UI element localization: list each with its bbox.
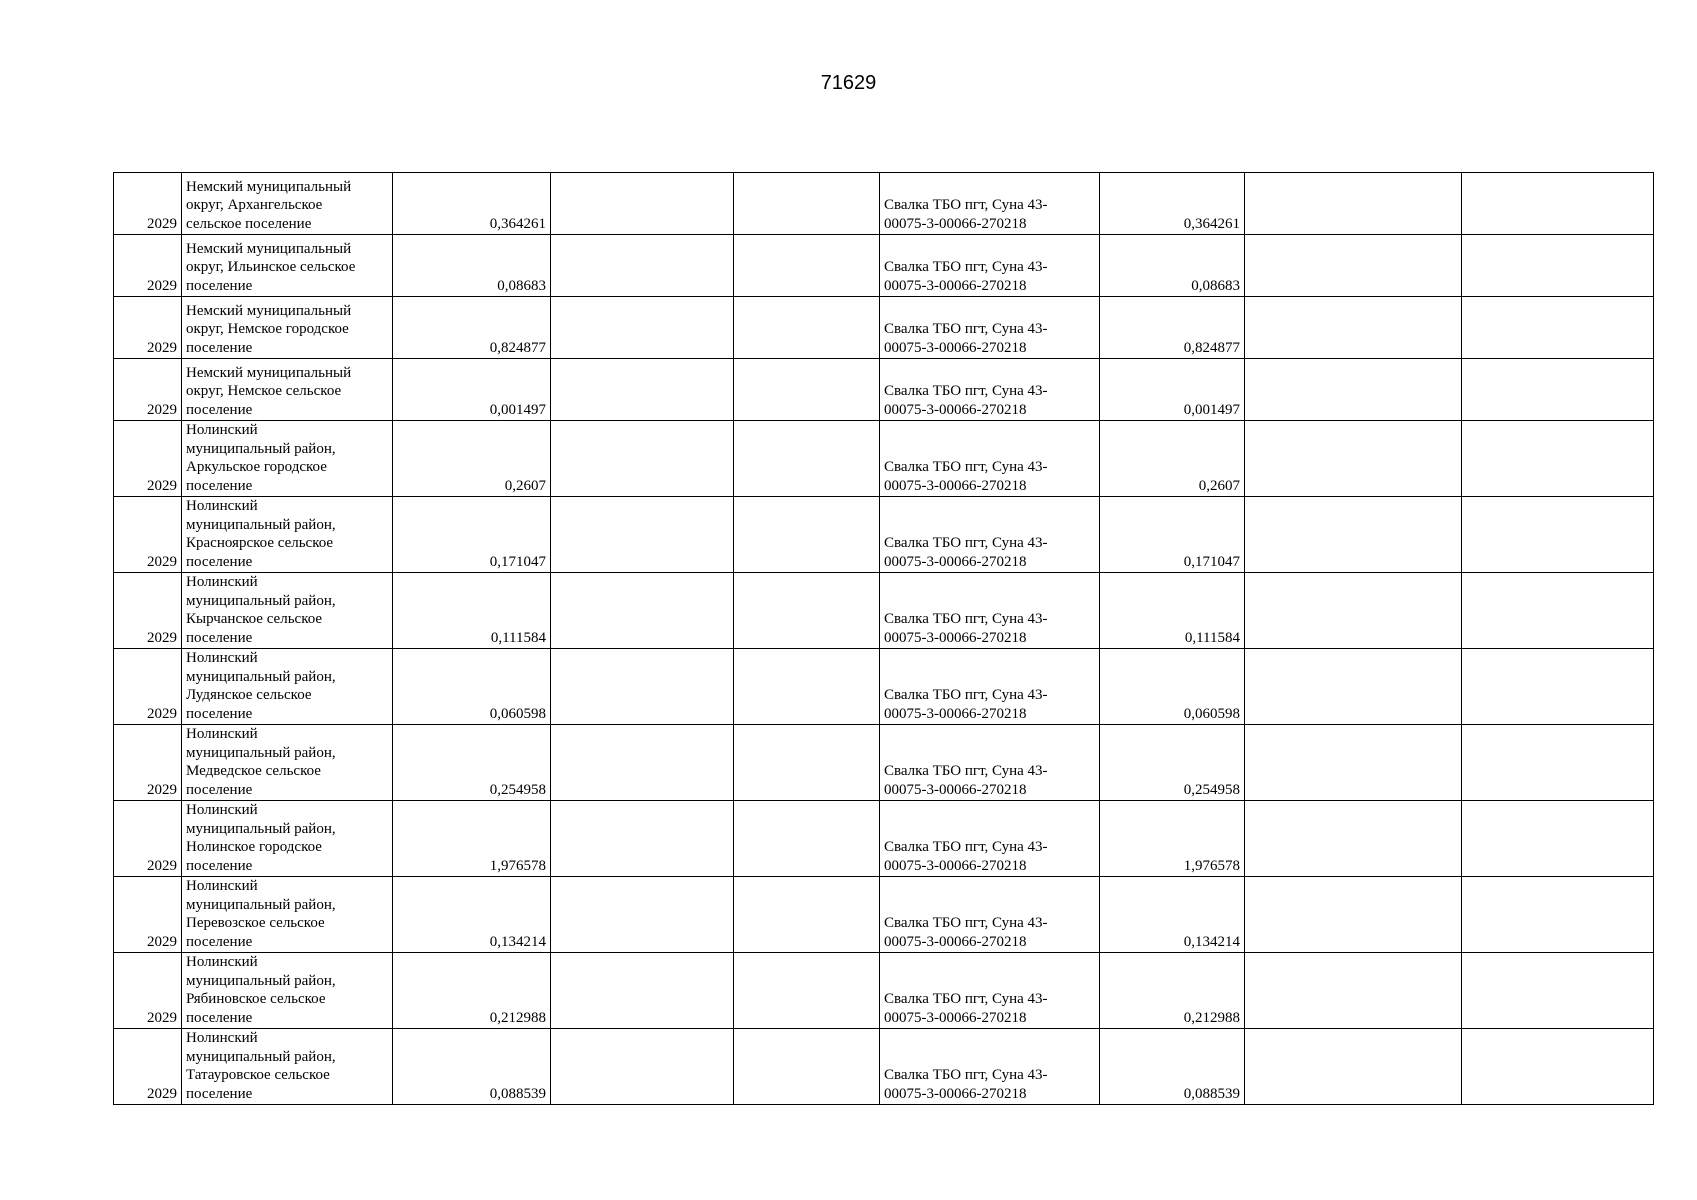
empty-cell	[1245, 297, 1462, 359]
table-body	[114, 173, 1654, 1105]
municipality-name-line: Нолинский	[186, 498, 258, 514]
municipality-name-line: поселение	[186, 781, 253, 798]
municipality-name-line: Нолинский	[186, 422, 258, 438]
year-cell: 2029	[114, 1029, 182, 1105]
table-row	[114, 421, 1654, 497]
empty-cell	[551, 877, 734, 953]
municipality-cell	[182, 953, 393, 1029]
year-cell: 2029	[114, 801, 182, 877]
year-cell: 2029	[114, 953, 182, 1029]
volume-cell: 0,254958	[393, 725, 551, 801]
empty-cell	[1245, 953, 1462, 1029]
empty-cell	[734, 953, 880, 1029]
facility-cell	[880, 877, 1100, 953]
empty-cell	[551, 573, 734, 649]
empty-cell	[1245, 421, 1462, 497]
municipality-name-line: округ, Архангельское	[186, 197, 323, 213]
facility-volume-cell: 0,08683	[1100, 235, 1245, 297]
municipality-name-line: Медведское сельское	[186, 763, 321, 779]
year-cell: 2029	[114, 497, 182, 573]
facility-name-line: 00075-3-00066-270218	[884, 339, 1027, 356]
empty-cell	[1462, 173, 1654, 235]
facility-volume-cell: 0,254958	[1100, 725, 1245, 801]
municipality-name-line: Нолинский	[186, 726, 258, 742]
municipality-name-line: округ, Ильинское сельское	[186, 259, 356, 275]
municipality-name-line: Рябиновское сельское	[186, 991, 326, 1007]
municipality-cell	[182, 801, 393, 877]
facility-name-line: Свалка ТБО пгт, Суна 43-	[884, 259, 1048, 275]
municipality-name-line: Нолинское городское	[186, 839, 322, 855]
municipality-cell	[182, 497, 393, 573]
volume-cell: 1,976578	[393, 801, 551, 877]
facility-name-line: Свалка ТБО пгт, Суна 43-	[884, 915, 1048, 931]
volume-cell: 0,212988	[393, 953, 551, 1029]
facility-name-line: 00075-3-00066-270218	[884, 705, 1027, 722]
municipality-name-line: Немский муниципальный	[186, 302, 352, 319]
empty-cell	[1462, 1029, 1654, 1105]
empty-cell	[734, 649, 880, 725]
municipality-name-line: Лудянское сельское	[186, 687, 312, 703]
facility-name-line: 00075-3-00066-270218	[884, 215, 1027, 232]
empty-cell	[1462, 421, 1654, 497]
empty-cell	[551, 497, 734, 573]
empty-cell	[551, 1029, 734, 1105]
empty-cell	[1462, 801, 1654, 877]
municipality-name-line: Нолинский	[186, 1030, 258, 1046]
year-cell: 2029	[114, 359, 182, 421]
empty-cell	[734, 173, 880, 235]
municipality-name-line: поселение	[186, 553, 253, 570]
volume-cell: 0,060598	[393, 649, 551, 725]
municipality-cell	[182, 573, 393, 649]
municipality-cell	[182, 359, 393, 421]
municipality-name-line: муниципальный район,	[186, 592, 336, 609]
empty-cell	[551, 297, 734, 359]
table-row	[114, 173, 1654, 235]
facility-volume-cell: 0,060598	[1100, 649, 1245, 725]
facility-cell	[880, 1029, 1100, 1105]
municipality-name-line: Кырчанское сельское	[186, 611, 323, 627]
facility-volume-cell: 0,134214	[1100, 877, 1245, 953]
municipality-name-line: поселение	[186, 1085, 253, 1102]
empty-cell	[1245, 235, 1462, 297]
empty-cell	[1462, 235, 1654, 297]
empty-cell	[734, 1029, 880, 1105]
year-cell: 2029	[114, 573, 182, 649]
municipality-cell	[182, 235, 393, 297]
facility-cell	[880, 173, 1100, 235]
empty-cell	[1462, 649, 1654, 725]
volume-cell: 0,08683	[393, 235, 551, 297]
empty-cell	[551, 953, 734, 1029]
volume-cell: 0,364261	[393, 173, 551, 235]
table-row	[114, 235, 1654, 297]
data-table	[113, 172, 1654, 1105]
municipality-name-line: Нолинский	[186, 650, 258, 666]
municipality-name-line: поселение	[186, 401, 253, 418]
empty-cell	[734, 497, 880, 573]
empty-cell	[551, 649, 734, 725]
facility-cell	[880, 297, 1100, 359]
facility-name-line: Свалка ТБО пгт, Суна 43-	[884, 1067, 1048, 1083]
facility-cell	[880, 235, 1100, 297]
year-cell: 2029	[114, 877, 182, 953]
year-cell: 2029	[114, 173, 182, 235]
facility-name-line: Свалка ТБО пгт, Суна 43-	[884, 535, 1048, 551]
empty-cell	[1245, 1029, 1462, 1105]
empty-cell	[734, 573, 880, 649]
municipality-name-line: поселение	[186, 477, 253, 494]
empty-cell	[1462, 953, 1654, 1029]
empty-cell	[1462, 359, 1654, 421]
empty-cell	[1245, 801, 1462, 877]
municipality-cell	[182, 1029, 393, 1105]
municipality-name-line: муниципальный район,	[186, 668, 336, 685]
facility-name-line: 00075-3-00066-270218	[884, 629, 1027, 646]
municipality-name-line: поселение	[186, 1009, 253, 1026]
municipality-cell	[182, 421, 393, 497]
municipality-name-line: муниципальный район,	[186, 744, 336, 761]
empty-cell	[1462, 497, 1654, 573]
volume-cell: 0,134214	[393, 877, 551, 953]
facility-name-line: 00075-3-00066-270218	[884, 781, 1027, 798]
facility-volume-cell: 0,2607	[1100, 421, 1245, 497]
facility-name-line: 00075-3-00066-270218	[884, 857, 1027, 874]
municipality-name-line: поселение	[186, 629, 253, 646]
facility-name-line: 00075-3-00066-270218	[884, 401, 1027, 418]
municipality-name-line: Красноярское сельское	[186, 535, 334, 551]
empty-cell	[1245, 497, 1462, 573]
empty-cell	[1462, 877, 1654, 953]
municipality-name-line: муниципальный район,	[186, 440, 336, 457]
empty-cell	[734, 359, 880, 421]
facility-name-line: 00075-3-00066-270218	[884, 1085, 1027, 1102]
facility-name-line: 00075-3-00066-270218	[884, 1009, 1027, 1026]
year-cell: 2029	[114, 649, 182, 725]
facility-name-line: 00075-3-00066-270218	[884, 553, 1027, 570]
municipality-cell	[182, 725, 393, 801]
empty-cell	[1245, 573, 1462, 649]
table-row	[114, 297, 1654, 359]
municipality-name-line: муниципальный район,	[186, 972, 336, 989]
municipality-cell	[182, 297, 393, 359]
table-row	[114, 359, 1654, 421]
table-row	[114, 801, 1654, 877]
municipality-name-line: Немский муниципальный	[186, 240, 352, 257]
facility-name-line: Свалка ТБО пгт, Суна 43-	[884, 611, 1048, 627]
empty-cell	[734, 725, 880, 801]
empty-cell	[1245, 649, 1462, 725]
municipality-name-line: поселение	[186, 933, 253, 950]
facility-volume-cell: 0,001497	[1100, 359, 1245, 421]
municipality-name-line: Перевозское сельское	[186, 915, 325, 931]
volume-cell: 0,2607	[393, 421, 551, 497]
municipality-name-line: муниципальный район,	[186, 516, 336, 533]
empty-cell	[734, 235, 880, 297]
municipality-name-line: сельское поселение	[186, 215, 312, 232]
empty-cell	[1462, 573, 1654, 649]
table-row	[114, 725, 1654, 801]
facility-volume-cell: 0,171047	[1100, 497, 1245, 573]
volume-cell: 0,088539	[393, 1029, 551, 1105]
municipality-name-line: Немский муниципальный	[186, 364, 352, 381]
facility-cell	[880, 573, 1100, 649]
empty-cell	[1245, 725, 1462, 801]
facility-cell	[880, 953, 1100, 1029]
empty-cell	[551, 421, 734, 497]
municipality-name-line: округ, Немское сельское	[186, 383, 342, 399]
year-cell: 2029	[114, 725, 182, 801]
facility-name-line: Свалка ТБО пгт, Суна 43-	[884, 687, 1048, 703]
table-row	[114, 1029, 1654, 1105]
facility-cell	[880, 497, 1100, 573]
table-row	[114, 497, 1654, 573]
empty-cell	[551, 725, 734, 801]
municipality-name-line: поселение	[186, 705, 253, 722]
facility-name-line: 00075-3-00066-270218	[884, 477, 1027, 494]
facility-name-line: Свалка ТБО пгт, Суна 43-	[884, 321, 1048, 337]
facility-volume-cell: 0,824877	[1100, 297, 1245, 359]
facility-name-line: Свалка ТБО пгт, Суна 43-	[884, 197, 1048, 213]
municipality-name-line: Татауровское сельское	[186, 1067, 330, 1083]
municipality-name-line: поселение	[186, 857, 253, 874]
facility-name-line: 00075-3-00066-270218	[884, 277, 1027, 294]
empty-cell	[734, 877, 880, 953]
empty-cell	[551, 359, 734, 421]
municipality-cell	[182, 877, 393, 953]
facility-name-line: Свалка ТБО пгт, Суна 43-	[884, 459, 1048, 475]
empty-cell	[1245, 359, 1462, 421]
empty-cell	[551, 801, 734, 877]
municipality-name-line: Немский муниципальный	[186, 178, 352, 195]
facility-cell	[880, 725, 1100, 801]
table-row	[114, 953, 1654, 1029]
facility-cell	[880, 801, 1100, 877]
municipality-name-line: муниципальный район,	[186, 820, 336, 837]
facility-name-line: Свалка ТБО пгт, Суна 43-	[884, 991, 1048, 1007]
facility-cell	[880, 421, 1100, 497]
facility-cell	[880, 359, 1100, 421]
municipality-name-line: Нолинский	[186, 802, 258, 818]
municipality-name-line: Нолинский	[186, 954, 258, 970]
page-number: 71629	[820, 72, 877, 94]
volume-cell: 0,111584	[393, 573, 551, 649]
table-row	[114, 573, 1654, 649]
volume-cell: 0,824877	[393, 297, 551, 359]
empty-cell	[551, 235, 734, 297]
municipality-name-line: Аркульское городское	[186, 459, 327, 475]
municipality-cell	[182, 173, 393, 235]
empty-cell	[1245, 173, 1462, 235]
facility-name-line: 00075-3-00066-270218	[884, 933, 1027, 950]
facility-volume-cell: 0,212988	[1100, 953, 1245, 1029]
facility-volume-cell: 0,088539	[1100, 1029, 1245, 1105]
year-cell: 2029	[114, 297, 182, 359]
municipality-name-line: поселение	[186, 339, 253, 356]
facility-name-line: Свалка ТБО пгт, Суна 43-	[884, 383, 1048, 399]
facility-volume-cell: 1,976578	[1100, 801, 1245, 877]
municipality-name-line: муниципальный район,	[186, 1048, 336, 1065]
facility-name-line: Свалка ТБО пгт, Суна 43-	[884, 839, 1048, 855]
empty-cell	[734, 421, 880, 497]
table-row	[114, 877, 1654, 953]
empty-cell	[1462, 725, 1654, 801]
empty-cell	[1245, 877, 1462, 953]
municipality-name-line: муниципальный район,	[186, 896, 336, 913]
year-cell: 2029	[114, 421, 182, 497]
volume-cell: 0,001497	[393, 359, 551, 421]
facility-volume-cell: 0,111584	[1100, 573, 1245, 649]
year-cell: 2029	[114, 235, 182, 297]
facility-name-line: Свалка ТБО пгт, Суна 43-	[884, 763, 1048, 779]
municipality-name-line: округ, Немское городское	[186, 321, 349, 337]
volume-cell: 0,171047	[393, 497, 551, 573]
facility-volume-cell: 0,364261	[1100, 173, 1245, 235]
table-row	[114, 649, 1654, 725]
empty-cell	[734, 801, 880, 877]
municipality-cell	[182, 649, 393, 725]
facility-cell	[880, 649, 1100, 725]
municipality-name-line: поселение	[186, 277, 253, 294]
empty-cell	[734, 297, 880, 359]
empty-cell	[551, 173, 734, 235]
empty-cell	[1462, 297, 1654, 359]
municipality-name-line: Нолинский	[186, 574, 258, 590]
municipality-name-line: Нолинский	[186, 878, 258, 894]
